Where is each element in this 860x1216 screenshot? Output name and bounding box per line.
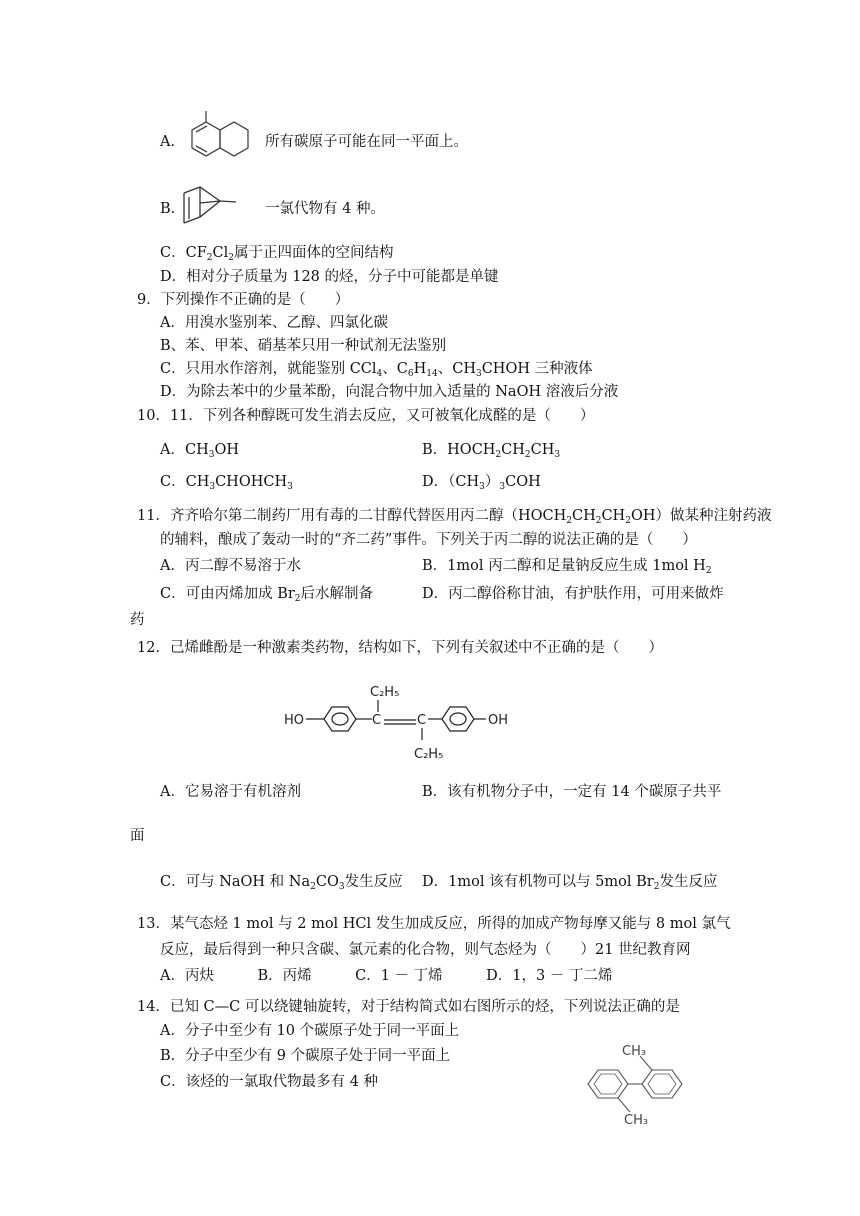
q12-option-b: B．该有机物分子中，一定有 14 个碳原子共平 — [422, 784, 722, 800]
q11-option-b: B．1mol 丙二醇和足量钠反应生成 1mol $H_2$ — [422, 558, 712, 576]
q8-option-a-text: 所有碳原子可能在同一平面上。 — [265, 134, 468, 150]
q14-option-a: A．分子中至少有 10 个碳原子处于同一平面上 — [160, 1023, 460, 1039]
q10-option-b: B．$HOCH_2CH_2CH_3$ — [422, 442, 561, 460]
q12-stem: 12．己烯雌酚是一种激素类药物，结构如下，下列有关叙述中不正确的是（ ） — [137, 640, 663, 656]
q8-option-a-structure — [184, 110, 270, 168]
q13-line2: 反应，最后得到一种只含碳、氯元素的化合物，则气态烃为（ ）21 世纪教育网 — [160, 942, 691, 958]
q9-option-a: A．用溴水鉴别苯、乙醇、四氯化碳 — [160, 315, 388, 331]
q14-stem: 14．已知 C—C 可以绕键轴旋转，对于结构简式如右图所示的烃，下列说法正确的是 — [137, 999, 680, 1015]
q11-option-d-wrap: 药 — [130, 612, 145, 628]
q13-options: A．丙炔 B．丙烯 C．1 － 丁烯 D．1，3 － 丁二烯 — [160, 968, 613, 984]
q13-line1: 13．某气态烃 1 mol 与 2 mol HCl 发生加成反应，所得的加成产物每摩又能与 8 mol 氯气 — [137, 916, 731, 932]
q9-option-b: B、苯、甲苯、硝基苯只用一种试剂无法鉴别 — [160, 338, 447, 354]
q12-option-b-wrap: 面 — [130, 828, 145, 844]
q12-option-d: D．1mol 该有机物可以与 5mol $Br_2$发生反应 — [422, 874, 718, 892]
q9-option-d: D．为除去苯中的少量苯酚，向混合物中加入适量的 NaOH 溶液后分液 — [160, 384, 619, 400]
q14-struct-ch3-bottom: CH₃ — [624, 1113, 649, 1128]
q8-option-d: D．相对分子质量为 128 的烃，分子中可能都是单键 — [160, 269, 499, 285]
q10-stem: 10．11．下列各种醇既可发生消去反应，又可被氧化成醛的是（ ） — [137, 408, 595, 424]
q11-option-d: D．丙二醇俗称甘油，有护肤作用，可用来做炸 — [422, 586, 724, 602]
q12-structure — [282, 680, 522, 762]
q11-line1: 11．齐齐哈尔第二制药厂用有毒的二甘醇代替医用丙二醇$(HOCH_2CH_2CH_2OH)$做某种注射药液 — [137, 508, 772, 526]
q12-struct-c1: C — [372, 713, 382, 728]
q14-option-b: B．分子中至少有 9 个碳原子处于同一平面上 — [160, 1048, 451, 1064]
q9-option-c: C．只用水作溶剂，就能鉴别 CCl$_4$、$C_6H_{14}$、$CH_3CHOH$ 三种液体 — [160, 361, 593, 379]
q8-option-b-text: 一氯代物有 4 种。 — [265, 201, 385, 217]
q9-stem: 9．下列操作不正确的是（ ） — [137, 292, 350, 308]
q12-struct-oh: OH — [488, 713, 509, 728]
q10-option-a: A．$CH_3OH$ — [160, 442, 239, 460]
q8-option-b-structure — [180, 183, 240, 231]
q14-struct-ch3-top: CH₃ — [622, 1044, 647, 1059]
q10-option-c: C．$CH_3CHOHCH_3$ — [160, 474, 293, 492]
q10-option-d: D．$(CH_3)_3COH$ — [422, 474, 541, 492]
q8-option-c: C．$CF_2Cl_2$属于正四面体的空间结构 — [160, 245, 394, 263]
q14-structure — [580, 1040, 710, 1130]
q11-line2: 的辅料，酿成了轰动一时的“齐二药”事件。下列关于丙二醇的说法正确的是（ ） — [160, 532, 697, 548]
q8-option-a-label: A. — [160, 134, 176, 150]
q11-option-c: C．可由丙烯加成 $Br_2$后水解制备 — [160, 586, 374, 604]
q12-struct-ho: HO — [284, 713, 305, 728]
q8-option-b-label: B. — [160, 201, 176, 217]
q12-option-a: A．它易溶于有机溶剂 — [160, 784, 301, 800]
q12-struct-c2: C — [417, 713, 427, 728]
q12-option-c: C．可与 NaOH 和 $Na_2CO_3$发生反应 — [160, 874, 403, 892]
q14-option-c: C．该烃的一氯取代物最多有 4 种 — [160, 1074, 379, 1090]
q12-struct-ethyl-top: C₂H₅ — [370, 685, 400, 700]
q11-option-a: A．丙二醇不易溶于水 — [160, 558, 301, 574]
q12-struct-ethyl-bottom: C₂H₅ — [414, 747, 444, 762]
